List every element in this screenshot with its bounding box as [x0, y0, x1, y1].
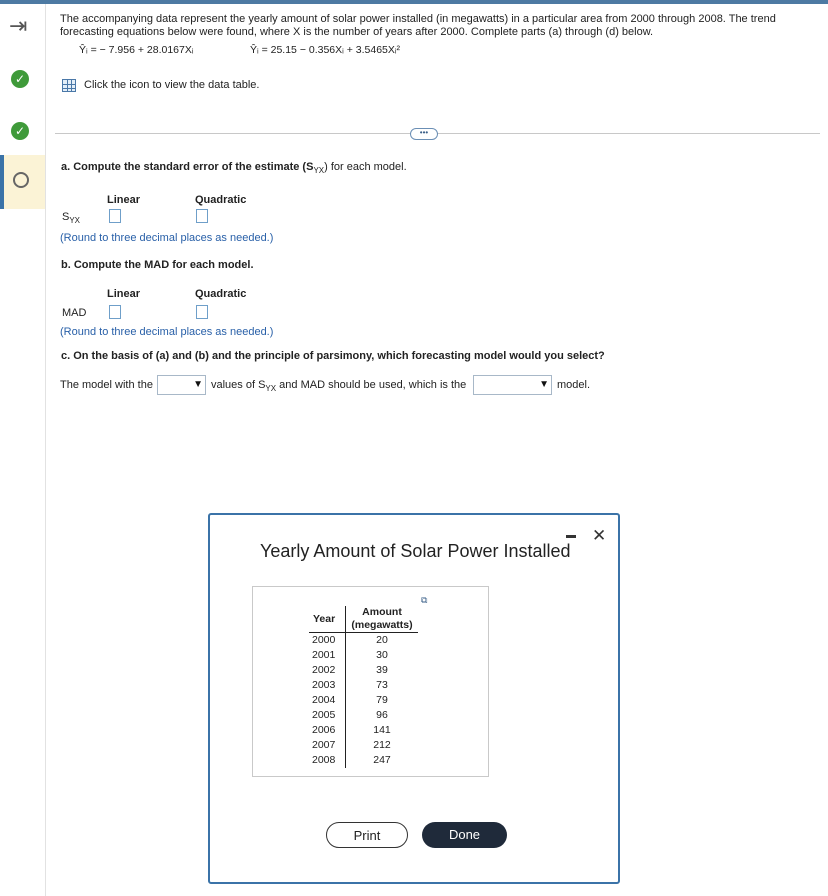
part-a-quadratic-header: Quadratic [195, 194, 247, 206]
year-cell: 2001 [309, 648, 346, 663]
amount-cell: 30 [376, 649, 388, 661]
minimize-icon[interactable] [566, 535, 576, 538]
mad-quadratic-input[interactable] [196, 305, 208, 319]
year-cell: 2003 [309, 678, 346, 693]
question-nav-rail [0, 4, 46, 896]
data-table-dialog [208, 513, 620, 884]
amount-cell: 79 [376, 694, 388, 706]
completed-check-icon[interactable]: ✓ [11, 70, 29, 88]
copy-icon[interactable]: ⧉ [421, 595, 428, 605]
done-button[interactable]: Done [422, 822, 507, 848]
quadratic-equation: Ŷᵢ = 25.15 − 0.356Xᵢ + 3.5465Xᵢ² [250, 44, 401, 56]
syx-linear-input[interactable] [109, 209, 121, 223]
values-select[interactable] [157, 375, 206, 395]
amount-cell: 73 [376, 679, 388, 691]
print-button[interactable]: Print [326, 822, 408, 848]
solar-data-table [309, 606, 418, 768]
more-options-icon[interactable]: ••• [410, 128, 438, 140]
syx-quadratic-input[interactable] [196, 209, 208, 223]
part-c-prompt: c. On the basis of (a) and (b) and the principle of parsimony, which forecasting model would you select? [61, 350, 605, 362]
year-cell: 2007 [309, 738, 346, 753]
intro-line-2: forecasting equations below were found, where X is the number of years after 2000. Complete parts (a) through (d) below. [60, 26, 654, 38]
year-cell: 2002 [309, 663, 346, 678]
amount-cell: 212 [373, 739, 391, 751]
amount-cell: 20 [376, 634, 388, 646]
part-a-round-hint: (Round to three decimal places as needed.) [60, 232, 274, 244]
table-row [309, 633, 418, 649]
data-table-container [252, 586, 489, 777]
table-row [309, 708, 418, 723]
year-cell: 2006 [309, 723, 346, 738]
table-row [309, 663, 418, 678]
amount-header: Amount (megawatts) [346, 606, 419, 633]
data-table-icon[interactable] [62, 79, 76, 92]
table-row [309, 693, 418, 708]
amount-cell: 141 [373, 724, 391, 736]
intro-line-1: The accompanying data represent the yearly amount of solar power installed (in megawatts) in a particular area from 2000 through 2008. The trend [60, 13, 776, 25]
amount-cell: 39 [376, 664, 388, 676]
incomplete-circle-icon [13, 172, 29, 188]
mad-linear-input[interactable] [109, 305, 121, 319]
year-cell: 2005 [309, 708, 346, 723]
year-cell: 2008 [309, 753, 346, 768]
table-row [309, 648, 418, 663]
current-question-indicator[interactable] [0, 155, 45, 209]
dropdown-arrow-icon: ▼ [539, 379, 549, 390]
part-a-prompt: a. Compute the standard error of the estimate $(S_{YX})$ for each model. [61, 161, 407, 176]
part-c-text-3: model. [557, 379, 591, 391]
data-table-link[interactable]: Click the icon to view the data table. [84, 79, 260, 91]
table-row [309, 678, 418, 693]
part-a-linear-header: Linear [107, 194, 141, 206]
dialog-title: Yearly Amount of Solar Power Installed [260, 541, 571, 561]
syx-row-label: $S_{YX}$ [62, 211, 81, 226]
part-b-quadratic-header: Quadratic [195, 288, 247, 300]
part-c-text-2: values of $S_{YX}$ and MAD should be used, which is the [211, 379, 467, 394]
mad-row-label: MAD [62, 307, 87, 319]
close-icon[interactable]: ✕ [592, 526, 607, 545]
expand-arrow-icon[interactable]: ⇥ [9, 13, 28, 38]
part-b-round-hint: (Round to three decimal places as needed.) [60, 326, 274, 338]
completed-check-icon[interactable]: ✓ [11, 122, 29, 140]
year-header: Year [309, 606, 346, 633]
dropdown-arrow-icon: ▼ [193, 379, 203, 390]
year-cell: 2000 [309, 633, 346, 649]
amount-cell: 96 [376, 709, 388, 721]
year-cell: 2004 [309, 693, 346, 708]
amount-cell: 247 [373, 754, 391, 766]
table-row [309, 738, 418, 753]
part-b-prompt: b. Compute the MAD for each model. [61, 259, 254, 271]
part-b-linear-header: Linear [107, 288, 141, 300]
table-row [309, 723, 418, 738]
part-c-text-1: The model with the [60, 379, 153, 391]
table-row [309, 753, 418, 768]
linear-equation: Ŷᵢ = − 7.956 + 28.0167Xᵢ [79, 44, 194, 56]
model-select[interactable] [473, 375, 552, 395]
top-accent-bar [0, 0, 828, 4]
table-header-row [309, 606, 418, 633]
